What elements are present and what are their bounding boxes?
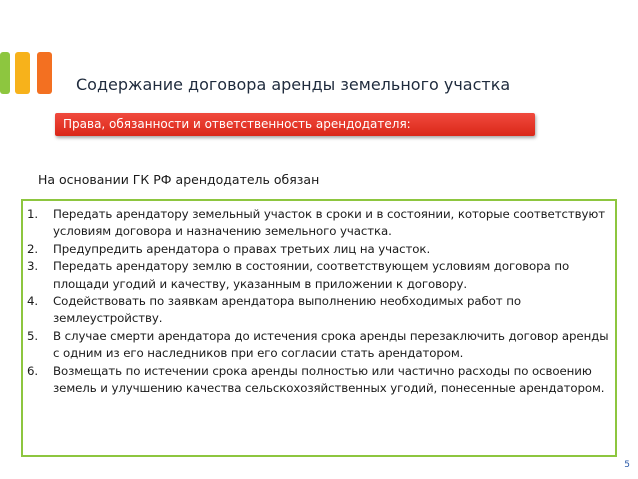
- obligations-box: [21, 199, 617, 457]
- obligations-list: [23, 201, 615, 397]
- list-item-text: Передать арендатору землю в состоянии, соответствующем условиям договора по площади угодий и качеству, указанным в приложении к договору.: [53, 259, 570, 291]
- subtitle-text: Права, обязанности и ответственность арендодателя:: [63, 117, 411, 131]
- slide-title: Содержание договора аренды земельного участка: [76, 75, 511, 94]
- decor-bar-green: [0, 52, 10, 94]
- list-item: [23, 363, 615, 398]
- list-item: [23, 293, 615, 328]
- subtitle-banner: [55, 113, 535, 136]
- list-item: [23, 241, 615, 258]
- list-item: [23, 206, 615, 241]
- intro-text: На основании ГК РФ арендодатель обязан: [38, 172, 320, 187]
- decor-bar-yellow: [15, 52, 30, 94]
- list-item: [23, 258, 615, 293]
- list-item-number: 6.: [27, 363, 39, 378]
- list-item-number: 5.: [27, 328, 39, 343]
- list-item-text: В случае смерти арендатора до истечения срока аренды перезаключить договор аренды с одним из его наследников при его согласии стать арендатором.: [53, 328, 609, 361]
- list-item-text: Возмещать по истечении срока аренды полностью или частично расходы по освоению земель и улучшению качества сельскохозяйственных угодий, понесенные арендатором.: [53, 363, 605, 396]
- list-item: [23, 328, 615, 363]
- list-item-text: Передать арендатору земельный участок в сроки и в состоянии, которые соответствуют условиям договора и назначению земельного участка.: [53, 207, 605, 239]
- list-item-text: Предупредить арендатора о правах третьих лиц на участок.: [53, 241, 431, 256]
- decor-bar-orange: [37, 52, 52, 94]
- list-item-number: 4.: [27, 294, 39, 309]
- list-item-number: 3.: [27, 259, 39, 274]
- list-item-number: 2.: [27, 241, 39, 256]
- page-number: 5: [624, 460, 630, 470]
- list-item-number: 1.: [27, 207, 39, 221]
- list-item-text: Содействовать по заявкам арендатора выполнению необходимых работ по землеустройству.: [53, 294, 521, 326]
